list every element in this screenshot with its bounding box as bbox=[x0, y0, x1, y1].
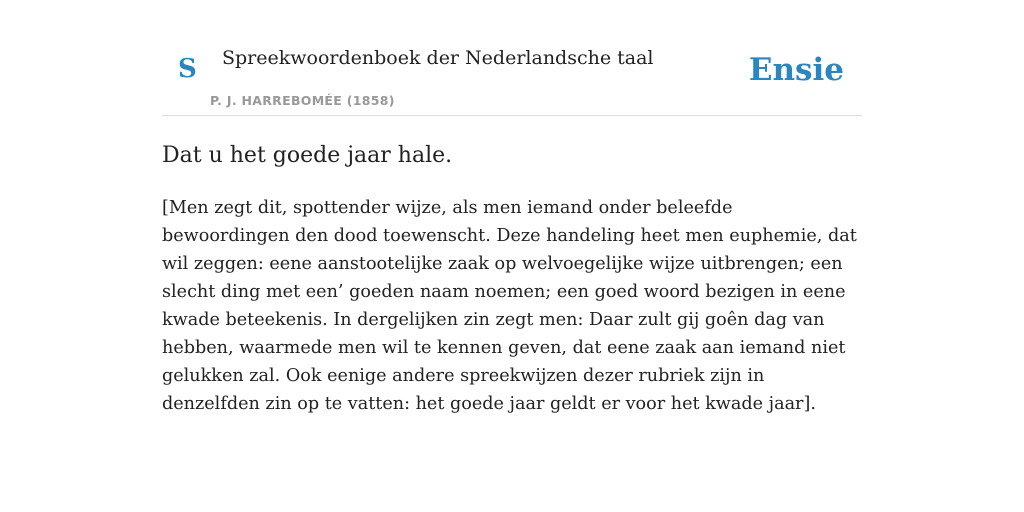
entry-content bbox=[162, 141, 862, 418]
entry-body: [Men zegt dit, spottender wijze, als men iemand onder beleefde bewoordingen den dood toewenscht. Deze handeling heet men euphemie, dat wil zeggen: eene aanstootelijke zaak op welvoegelijke wijze uitbrengen; een slecht ding met een’ goeden naam noemen; een goed woord bezigen in eene kwade beteekenis. In dergelijken zin zegt men: Daar zult gij goên dag van hebben, waarmede men wil te kennen geven, dat eene zaak aan iemand niet gelukken zal. Ook eenige andere spreekwijzen dezer rubriek zijn in denzelfden zin op te vatten: het goede jaar geldt er voor het kwade jaar]. bbox=[162, 198, 857, 414]
page-container bbox=[162, 0, 862, 418]
source-book-title[interactable]: Spreekwoordenboek der Nederlandsche taal bbox=[222, 47, 654, 69]
ensie-logo-link[interactable]: Ensie bbox=[748, 52, 844, 88]
source-header bbox=[162, 0, 862, 116]
entry-title: Dat u het goede jaar hale. bbox=[162, 143, 453, 168]
source-letter-icon: S bbox=[178, 54, 197, 84]
source-author: P. J. HARREBOMÉE (1858) bbox=[210, 93, 395, 108]
